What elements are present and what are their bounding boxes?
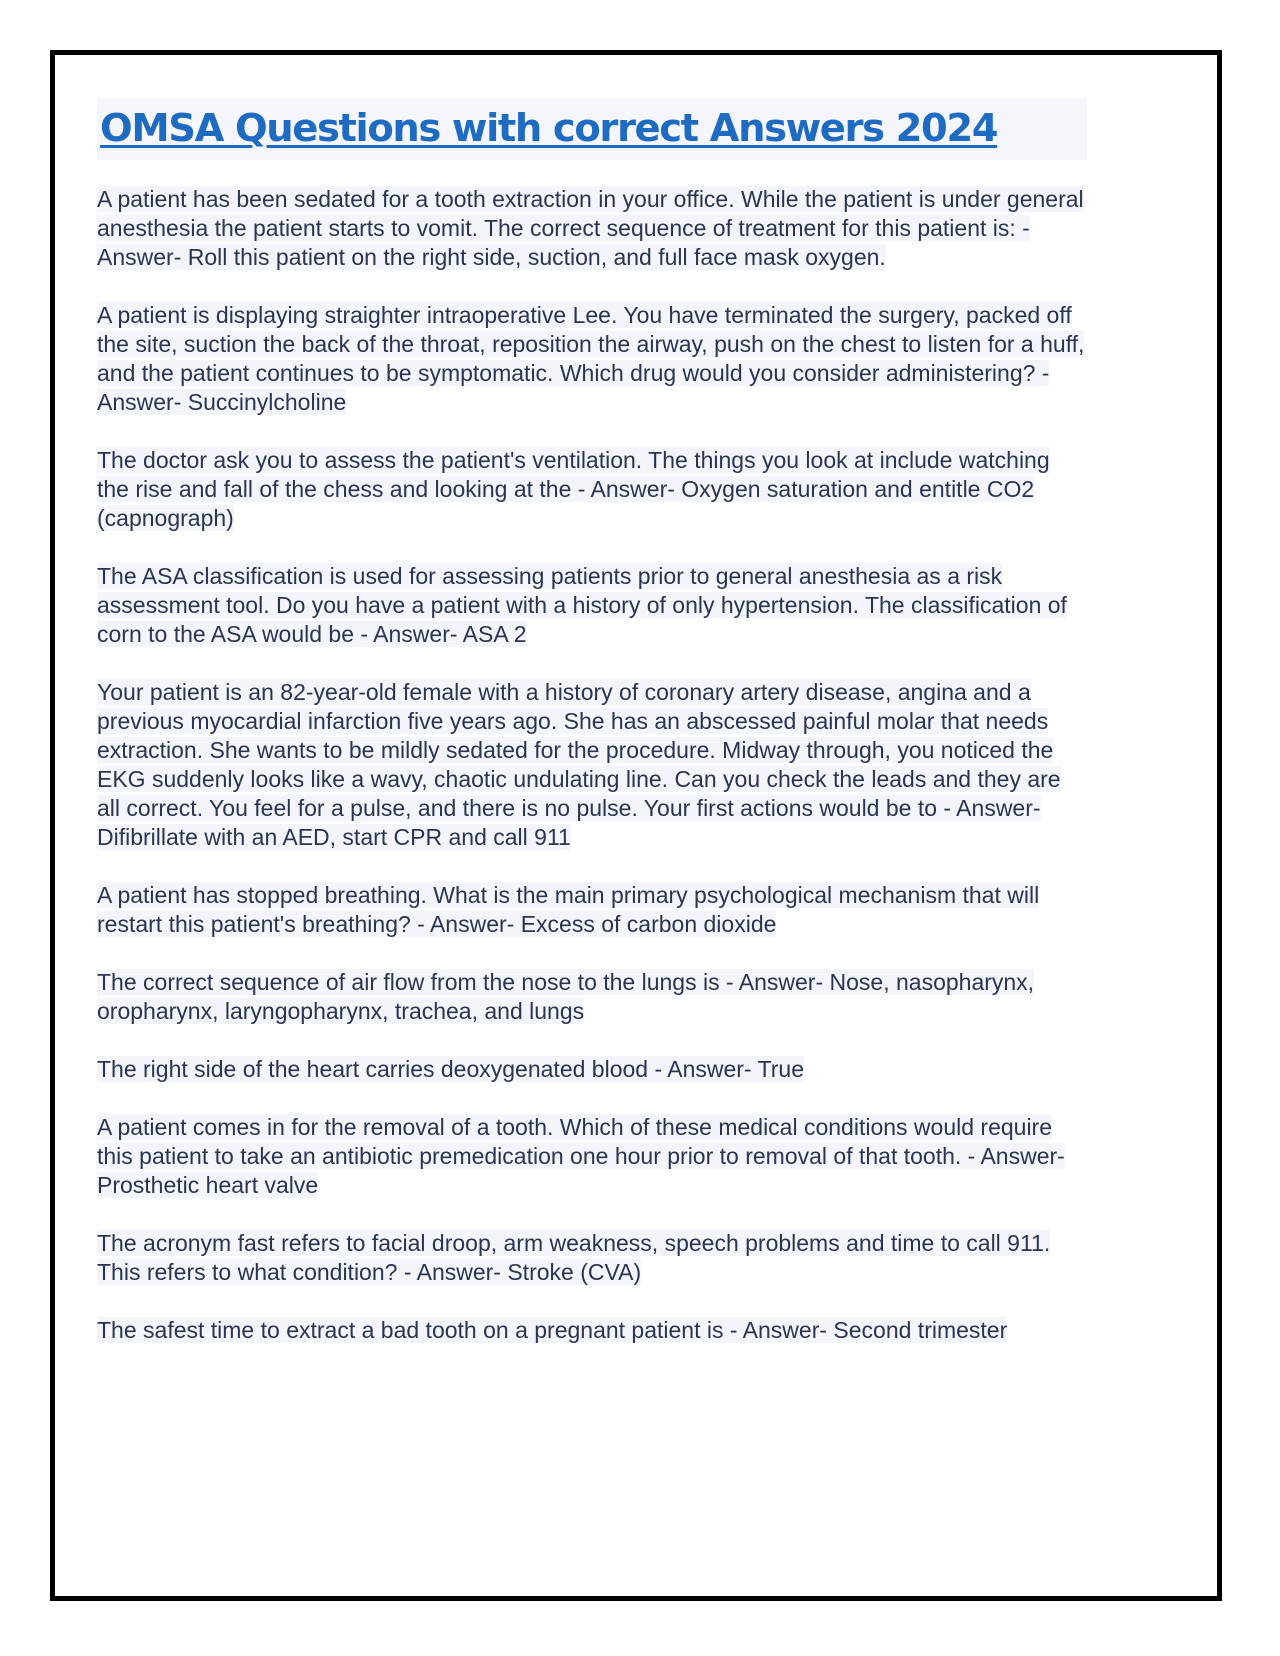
- qa-text: A patient has been sedated for a tooth extraction in your office. While the patient is under general anesthesia the patient starts to vomit. The correct sequence of treatment for this patient is: - Answer- Roll this patient on the right side, suction, and full face mask oxygen.: [97, 186, 1084, 270]
- qa-text: The safest time to extract a bad tooth on a pregnant patient is - Answer- Second trimester: [97, 1317, 1008, 1343]
- qa-item-8: [97, 1055, 1087, 1084]
- qa-text: Your patient is an 82-year-old female with a history of coronary artery disease, angina and a previous myocardial infarction five years ago. She has an abscessed painful molar that needs extraction. She wants to be mildly sedated for the procedure. Midway through, you noticed the EKG suddenly looks like a wavy, chaotic undulating line. Can you check the leads and they are all correct. You feel for a pulse, and there is no pulse. Your first actions would be to - Answer- Difibrillate with an AED, start CPR and call 911: [97, 679, 1061, 850]
- qa-text: A patient comes in for the removal of a tooth. Which of these medical conditions would require this patient to take an antibiotic premedication one hour prior to removal of that tooth. - Answer- Prosthetic heart valve: [97, 1114, 1065, 1198]
- qa-text: The right side of the heart carries deoxygenated blood - Answer- True: [97, 1056, 805, 1082]
- qa-item-10: [97, 1229, 1087, 1287]
- qa-text: The ASA classification is used for assessing patients prior to general anesthesia as a risk assessment tool. Do you have a patient with a history of only hypertension. The classification of corn to the ASA would be - Answer- ASA 2: [97, 563, 1067, 647]
- qa-item-9: [97, 1113, 1087, 1200]
- qa-item-5: [97, 678, 1087, 852]
- qa-text: The acronym fast refers to facial droop, arm weakness, speech problems and time to call 911. This refers to what condition? - Answer- Stroke (CVA): [97, 1230, 1051, 1285]
- qa-text: The correct sequence of air flow from the nose to the lungs is - Answer- Nose, nasopharynx, oropharynx, laryngopharynx, trachea, and lungs: [97, 969, 1035, 1024]
- qa-text: A patient has stopped breathing. What is the main primary psychological mechanism that will restart this patient's breathing? - Answer- Excess of carbon dioxide: [97, 882, 1040, 937]
- qa-item-1: [97, 185, 1087, 272]
- qa-text: The doctor ask you to assess the patient's ventilation. The things you look at include watching the rise and fall of the chess and looking at the - Answer- Oxygen saturation and entitle CO2 (capnograph): [97, 447, 1050, 531]
- qa-item-4: [97, 562, 1087, 649]
- qa-item-7: [97, 968, 1087, 1026]
- document-content: [97, 98, 1087, 1374]
- qa-text: A patient is displaying straighter intraoperative Lee. You have terminated the surgery, packed off the site, suction the back of the throat, reposition the airway, push on the chest to listen for a huff, and the patient continues to be symptomatic. Which drug would you consider administering? - Answer- Succinylcholine: [97, 302, 1085, 415]
- document-title: OMSA Questions with correct Answers 2024: [100, 106, 998, 151]
- qa-item-6: [97, 881, 1087, 939]
- qa-item-11: [97, 1316, 1087, 1345]
- title-block: [97, 98, 1087, 160]
- qa-item-3: [97, 446, 1087, 533]
- qa-item-2: [97, 301, 1087, 417]
